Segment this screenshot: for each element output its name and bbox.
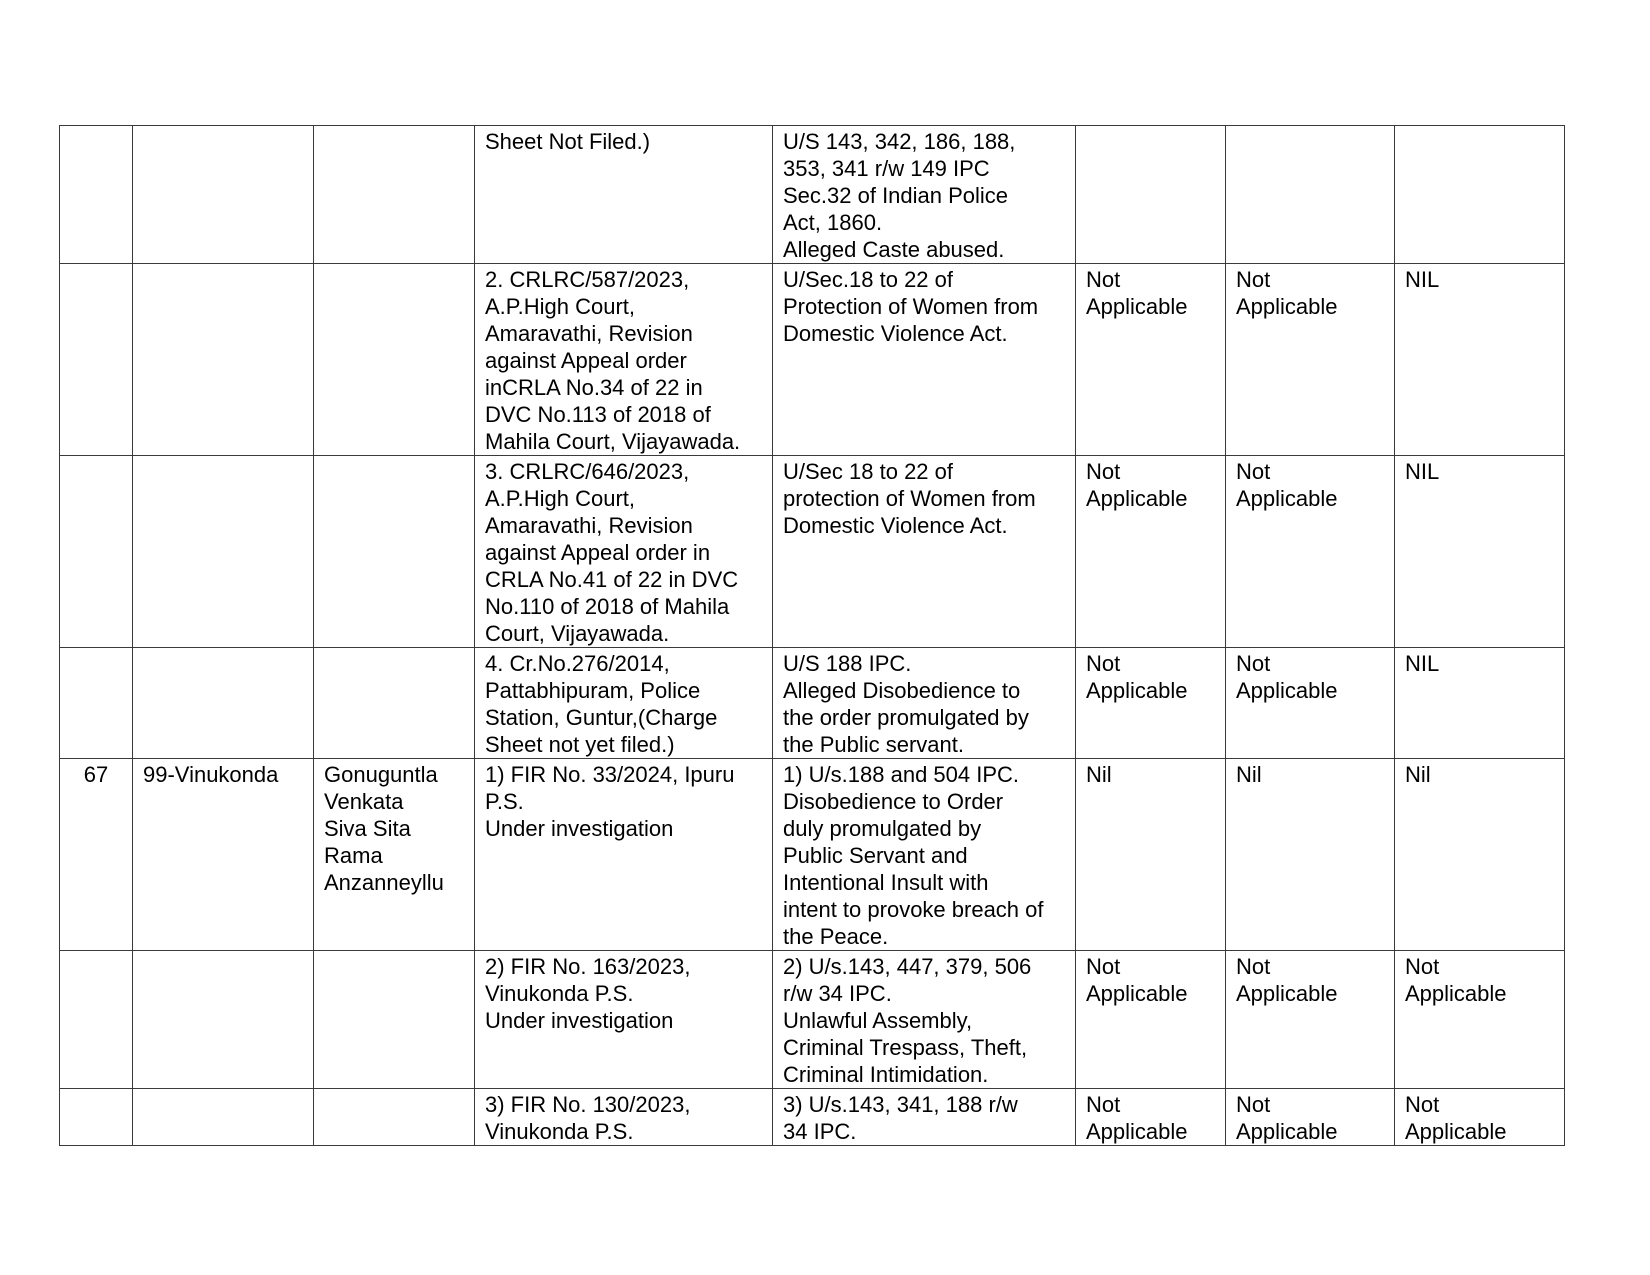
- candidate-name-cell: [314, 1089, 475, 1146]
- sections-cell: U/Sec 18 to 22 of protection of Women from Domestic Violence Act.: [773, 456, 1076, 648]
- candidate-name-cell: [314, 456, 475, 648]
- candidate-name-cell: Gonuguntla Venkata Siva Sita Rama Anzanneyllu: [314, 759, 475, 951]
- case-details-cell: 1) FIR No. 33/2024, Ipuru P.S. Under investigation: [475, 759, 773, 951]
- table-row: [60, 759, 1565, 951]
- table-row: [60, 126, 1565, 264]
- column-8-cell: NIL: [1395, 648, 1565, 759]
- case-details-cell: 3. CRLRC/646/2023, A.P.High Court, Amaravathi, Revision against Appeal order in CRLA No.41 of 22 in DVC No.110 of 2018 of Mahila Court, Vijayawada.: [475, 456, 773, 648]
- candidate-name-cell: [314, 951, 475, 1089]
- table-row: [60, 951, 1565, 1089]
- column-7-cell: Not Applicable: [1226, 456, 1395, 648]
- serial-number-cell: 67: [60, 759, 133, 951]
- cases-table: [59, 125, 1565, 1146]
- sections-cell: U/S 143, 342, 186, 188, 353, 341 r/w 149 IPC Sec.32 of Indian Police Act, 1860. Alleged Caste abused.: [773, 126, 1076, 264]
- column-8-cell: Nil: [1395, 759, 1565, 951]
- serial-number-cell: [60, 951, 133, 1089]
- candidate-name-cell: [314, 648, 475, 759]
- column-8-cell: Not Applicable: [1395, 1089, 1565, 1146]
- sections-cell: 3) U/s.143, 341, 188 r/w 34 IPC.: [773, 1089, 1076, 1146]
- serial-number-cell: [60, 648, 133, 759]
- constituency-cell: 99-Vinukonda: [133, 759, 314, 951]
- column-6-cell: Not Applicable: [1076, 951, 1226, 1089]
- column-6-cell: [1076, 126, 1226, 264]
- serial-number-cell: [60, 1089, 133, 1146]
- candidate-name-cell: [314, 126, 475, 264]
- column-7-cell: Not Applicable: [1226, 264, 1395, 456]
- serial-number-cell: [60, 264, 133, 456]
- constituency-cell: [133, 1089, 314, 1146]
- column-7-cell: Nil: [1226, 759, 1395, 951]
- table-row: [60, 1089, 1565, 1146]
- column-6-cell: Not Applicable: [1076, 456, 1226, 648]
- case-details-cell: Sheet Not Filed.): [475, 126, 773, 264]
- column-7-cell: Not Applicable: [1226, 951, 1395, 1089]
- serial-number-cell: [60, 456, 133, 648]
- case-details-cell: 2. CRLRC/587/2023, A.P.High Court, Amaravathi, Revision against Appeal order inCRLA No.34 of 22 in DVC No.113 of 2018 of Mahila Court, Vijayawada.: [475, 264, 773, 456]
- column-7-cell: Not Applicable: [1226, 648, 1395, 759]
- column-8-cell: NIL: [1395, 456, 1565, 648]
- table-row: [60, 456, 1565, 648]
- constituency-cell: [133, 126, 314, 264]
- column-7-cell: Not Applicable: [1226, 1089, 1395, 1146]
- constituency-cell: [133, 456, 314, 648]
- serial-number-cell: [60, 126, 133, 264]
- candidate-name-cell: [314, 264, 475, 456]
- table-row: [60, 264, 1565, 456]
- column-6-cell: Not Applicable: [1076, 648, 1226, 759]
- case-details-cell: 2) FIR No. 163/2023, Vinukonda P.S. Under investigation: [475, 951, 773, 1089]
- sections-cell: 1) U/s.188 and 504 IPC. Disobedience to Order duly promulgated by Public Servant and Intentional Insult with intent to provoke breach of the Peace.: [773, 759, 1076, 951]
- column-6-cell: Not Applicable: [1076, 264, 1226, 456]
- column-7-cell: [1226, 126, 1395, 264]
- sections-cell: 2) U/s.143, 447, 379, 506 r/w 34 IPC. Unlawful Assembly, Criminal Trespass, Theft, Criminal Intimidation.: [773, 951, 1076, 1089]
- column-6-cell: Not Applicable: [1076, 1089, 1226, 1146]
- column-6-cell: Nil: [1076, 759, 1226, 951]
- constituency-cell: [133, 264, 314, 456]
- constituency-cell: [133, 951, 314, 1089]
- case-details-cell: 4. Cr.No.276/2014, Pattabhipuram, Police Station, Guntur,(Charge Sheet not yet filed.): [475, 648, 773, 759]
- column-8-cell: Not Applicable: [1395, 951, 1565, 1089]
- column-8-cell: [1395, 126, 1565, 264]
- sections-cell: U/Sec.18 to 22 of Protection of Women from Domestic Violence Act.: [773, 264, 1076, 456]
- table-row: [60, 648, 1565, 759]
- case-details-cell: 3) FIR No. 130/2023, Vinukonda P.S.: [475, 1089, 773, 1146]
- column-8-cell: NIL: [1395, 264, 1565, 456]
- constituency-cell: [133, 648, 314, 759]
- sections-cell: U/S 188 IPC. Alleged Disobedience to the order promulgated by the Public servant.: [773, 648, 1076, 759]
